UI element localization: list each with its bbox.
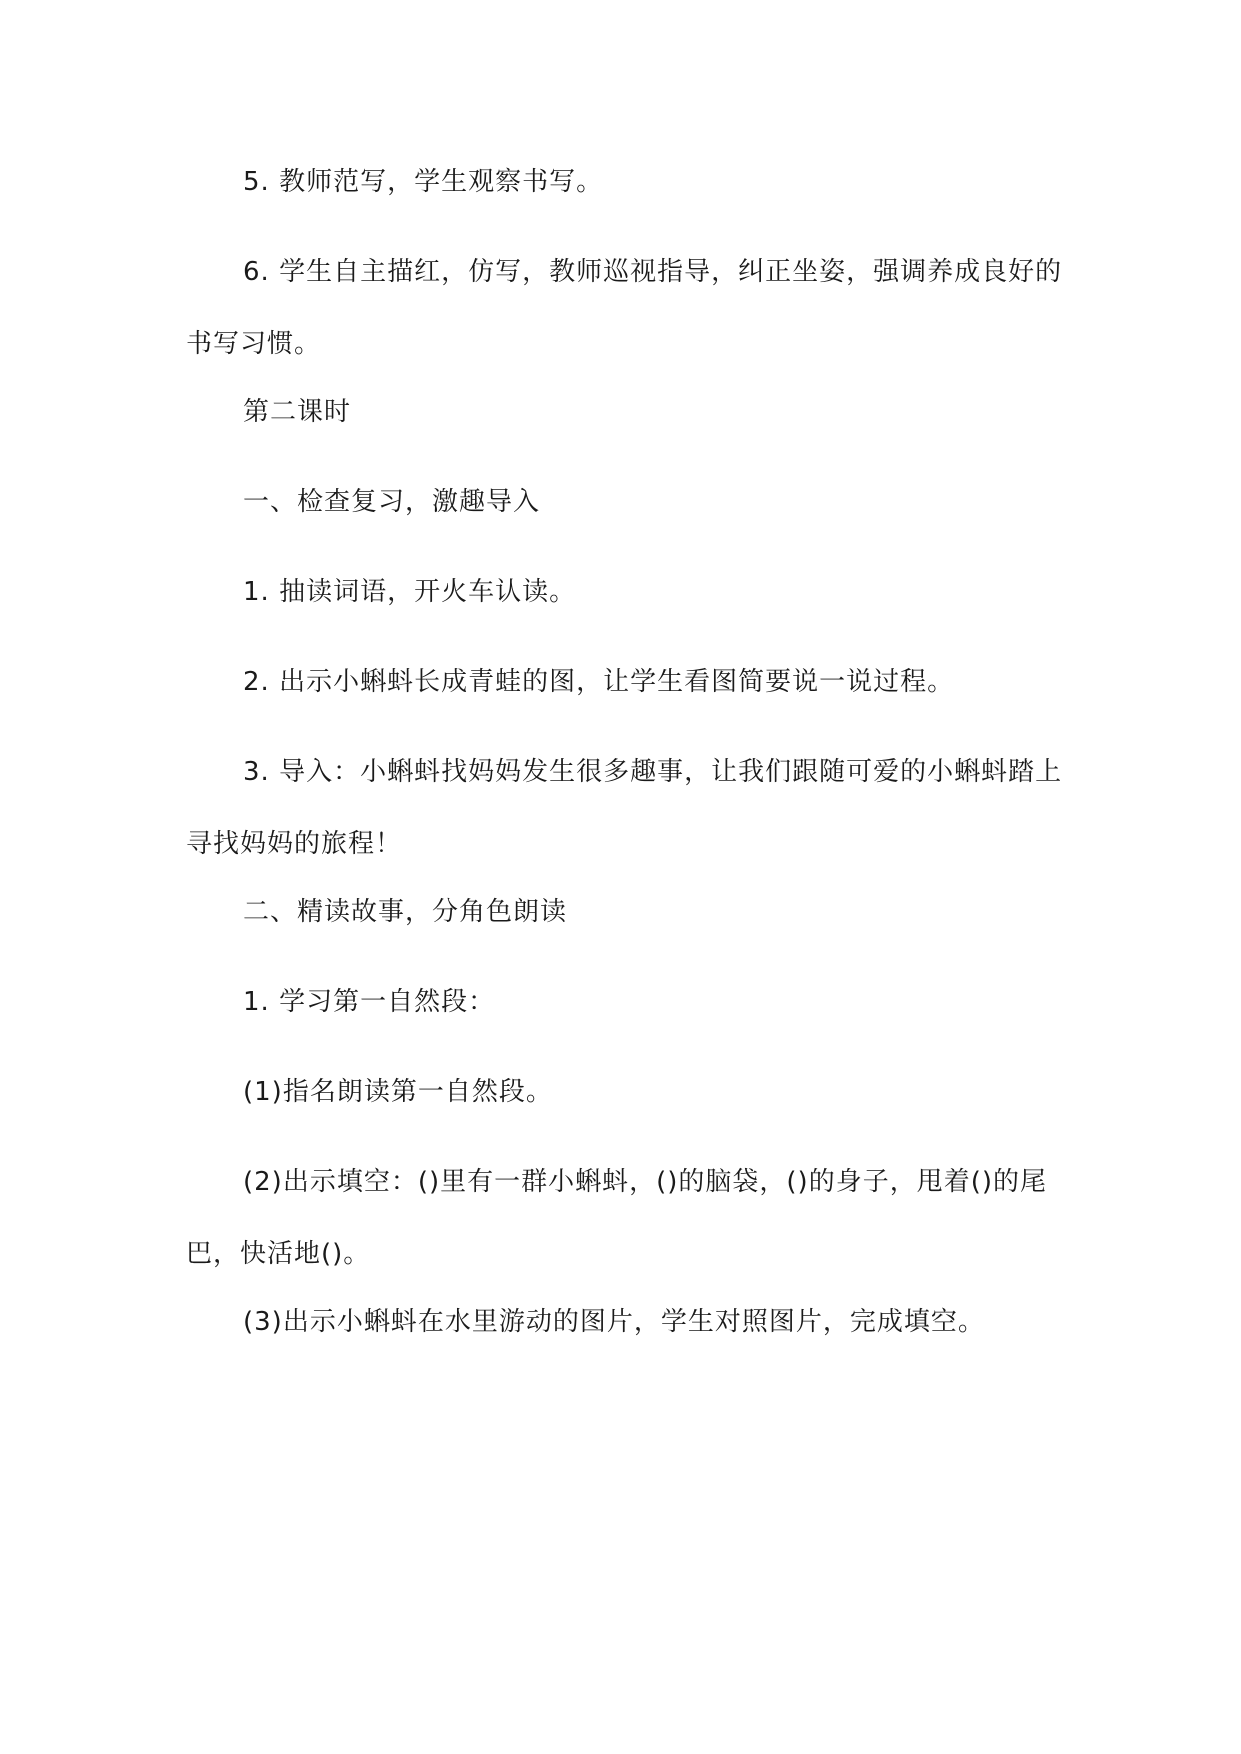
paragraph-step-6: 6. 学生自主描红，仿写，教师巡视指导，纠正坐姿，强调养成良好的书写习惯。 [186,257,1063,359]
paragraph-reading-1-3: (3)出示小蝌蚪在水里游动的图片，学生对照图片，完成填空。 [243,1307,985,1337]
section-heading-review: 一、检查复习，激趣导入 [243,487,541,517]
paragraph-reading-1: 1. 学习第一自然段： [243,987,496,1017]
paragraph-reading-1-2: (2)出示填空：()里有一群小蝌蚪，()的脑袋，()的身子，甩着()的尾巴，快活地()。 [186,1167,1047,1269]
paragraph-review-2: 2. 出示小蝌蚪长成青蛙的图，让学生看图简要说一说过程。 [243,667,955,697]
section-heading-close-reading: 二、精读故事，分角色朗读 [243,897,568,927]
paragraph-step-5: 5. 教师范写，学生观察书写。 [243,167,604,197]
paragraph-review-1: 1. 抽读词语，开火车认读。 [243,577,577,607]
paragraph-review-3: 3. 导入：小蝌蚪找妈妈发生很多趣事，让我们跟随可爱的小蝌蚪踏上寻找妈妈的旅程！ [186,757,1063,859]
paragraph-reading-1-1: (1)指名朗读第一自然段。 [243,1077,553,1107]
section-heading-second-lesson: 第二课时 [243,397,352,427]
